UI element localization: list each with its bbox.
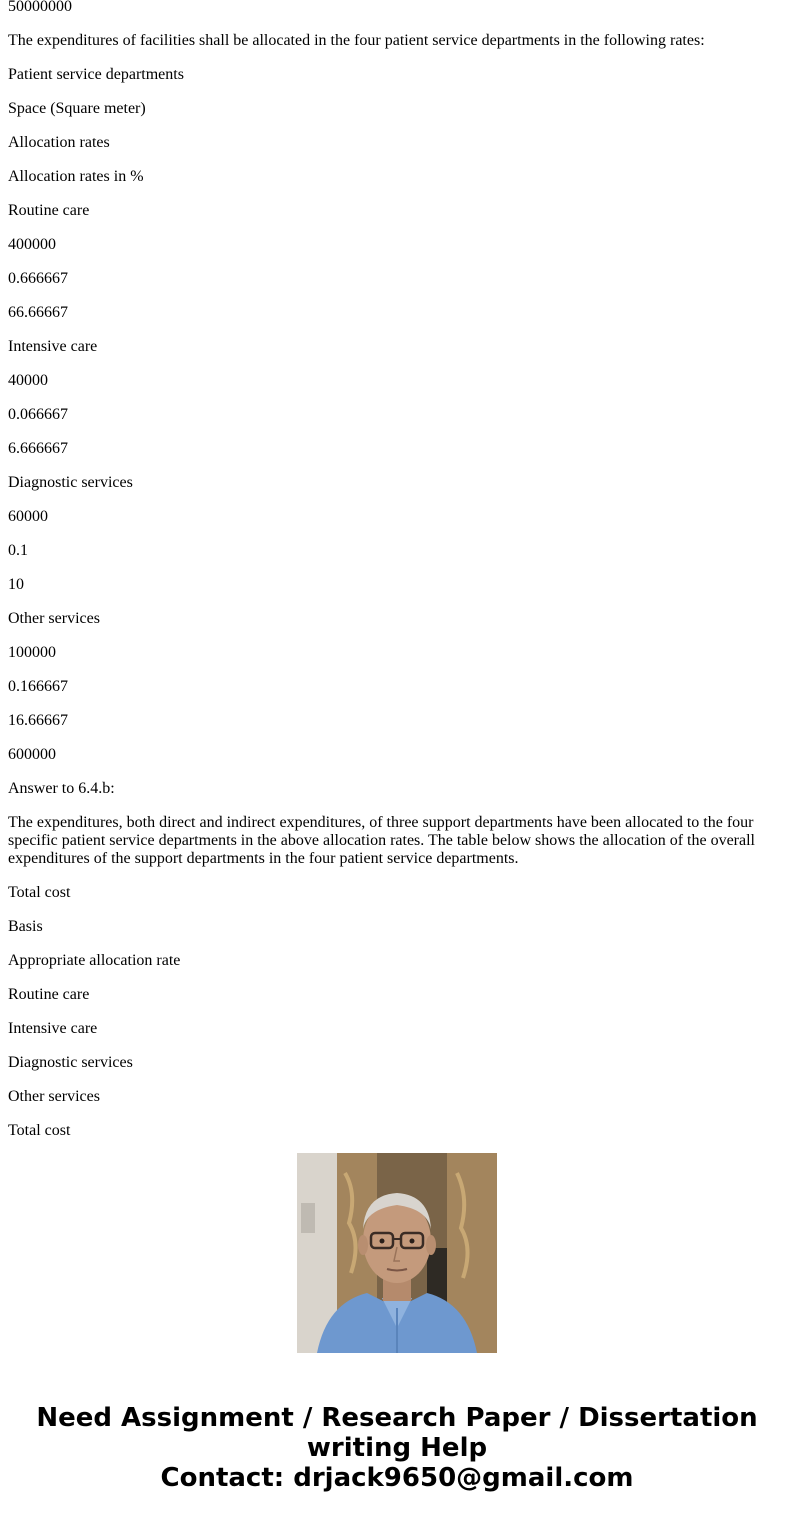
table-cell: 40000	[8, 372, 48, 389]
contact-email[interactable]: Contact: drjack9650@gmail.com	[160, 1463, 634, 1493]
promo-message	[0, 1403, 794, 1493]
author-avatar	[297, 1153, 497, 1353]
table-cell: 100000	[8, 644, 56, 661]
table-cell: Total cost	[8, 884, 71, 901]
table-cell: Appropriate allocation rate	[8, 952, 181, 969]
author-photo-illustration	[297, 1153, 497, 1353]
table-cell: Routine care	[8, 986, 90, 1003]
promo-line: Need Assignment / Research Paper / Dissertation	[36, 1403, 758, 1433]
table-cell: 0.066667	[8, 406, 68, 423]
table-cell: Space (Square meter)	[8, 100, 146, 117]
table-cell: Intensive care	[8, 338, 98, 355]
table-cell: 10	[8, 576, 24, 593]
table-cell: Allocation rates in %	[8, 168, 144, 185]
document-paragraph: The expenditures, both direct and indirect expenditures, of three support departments have been allocated to the four specific patient service departments in the above allocation rates. The table below shows the allocation of the overall expenditures of the support departments in the four patient service departments.	[8, 814, 755, 867]
answer-heading: Answer to 6.4.b:	[8, 780, 115, 797]
table-cell: 600000	[8, 746, 56, 763]
table-cell: 0.1	[8, 542, 28, 559]
table-cell: Diagnostic services	[8, 1054, 133, 1071]
table-cell: 0.666667	[8, 270, 68, 287]
table-cell: 400000	[8, 236, 56, 253]
table-cell: Other services	[8, 610, 100, 627]
document-paragraph: 50000000	[8, 0, 72, 15]
table-cell: 0.166667	[8, 678, 68, 695]
table-cell: Basis	[8, 918, 43, 935]
table-cell: 66.66667	[8, 304, 68, 321]
table-cell: 60000	[8, 508, 48, 525]
table-cell: 16.66667	[8, 712, 68, 729]
table-cell: Patient service departments	[8, 66, 184, 83]
document-paragraph: The expenditures of facilities shall be allocated in the four patient service departments in the following rates:	[8, 32, 705, 49]
table-cell: Intensive care	[8, 1020, 98, 1037]
promo-line: writing Help	[306, 1433, 488, 1463]
table-cell: 6.666667	[8, 440, 68, 457]
table-cell: Diagnostic services	[8, 474, 133, 491]
promo-section	[0, 1153, 794, 1523]
table-cell: Total cost	[8, 1122, 71, 1139]
table-cell: Allocation rates	[8, 134, 110, 151]
table-cell: Other services	[8, 1088, 100, 1105]
table-cell: Routine care	[8, 202, 90, 219]
